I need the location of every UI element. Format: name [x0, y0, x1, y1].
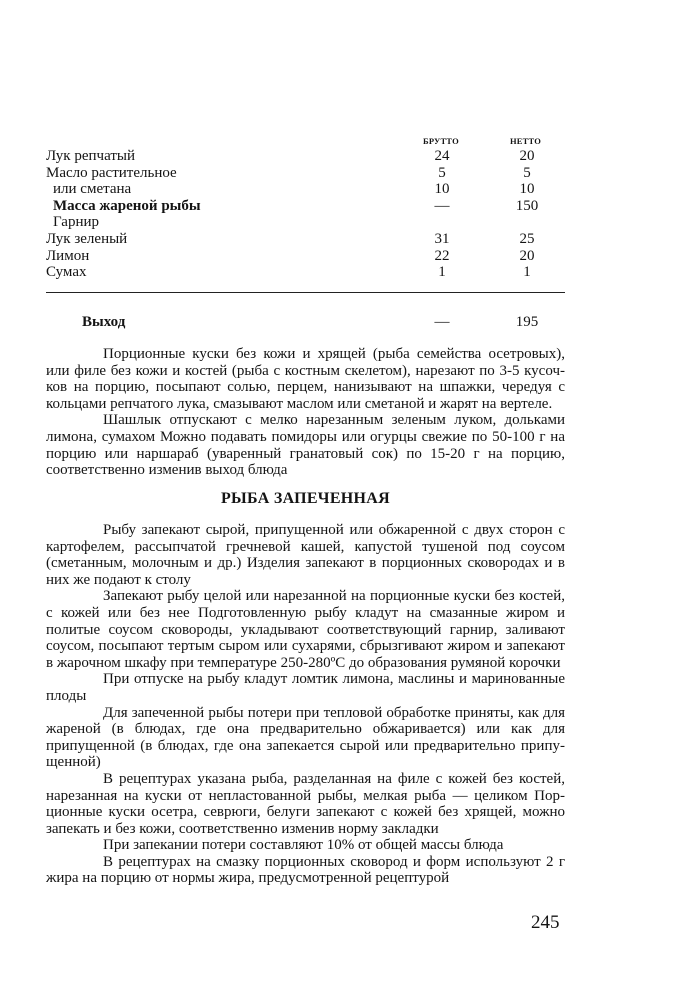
shashlik-description: [46, 346, 565, 479]
paragraph: Для запеченной рыбы потери при тепловой обработке приняты, как для жареной (в блюдах, где она предварительно обжаривается) или как для припущенной (в блюдах, где она запекается сырой или предварительно припущенной): [46, 704, 565, 771]
ingredient-name: Масло растительное: [46, 164, 177, 181]
paragraph: Рыбу запекают сырой, припущенной или обжаренной с двух сторон с картофелем, рассыпчатой гречневой кашей, капустой тушеной под соусом (сметанным, молочным и др.) Изделия запекают в порционных сковородах и в них же подают к столу: [46, 522, 565, 588]
brutto-value: 1: [438, 264, 446, 281]
ingredient-name: Лук зеленый: [46, 230, 128, 247]
netto-value: 20: [519, 247, 535, 264]
recipe-table: [46, 136, 566, 281]
table-total-row: [46, 313, 566, 331]
brutto-value: 24: [434, 148, 450, 164]
ingredient-name: Масса жареной рыбы: [53, 197, 201, 214]
paragraph: В рецептурах на смазку порционных сковород и форм используют 2 г жира на порцию от нормы жира, предусмотренной рецептурой: [46, 853, 565, 887]
ingredient-name: или сметана: [53, 181, 132, 198]
paragraph: При запекании потери составляют 10% от общей массы блюда: [103, 837, 504, 854]
netto-value: 150: [515, 197, 539, 214]
table-row: [46, 148, 566, 165]
paragraph: Запекают рыбу целой или нарезанной на порционные куски без костей, с кожей или без нее Подготовленную рыбу кладут на смазанные жиром и политые соусом сковороды, укладывают соответствующий гарнир, заливают соусом, посыпают тертым сыром или сухарями, сбрызгивают жиром и запекают в жарочном шкафу при температуре 250-280ºС до образования румяной корочки: [46, 588, 565, 671]
table-header: [46, 136, 566, 148]
table-row: [46, 214, 566, 231]
netto-value: 1: [523, 264, 531, 281]
table-row: [46, 264, 566, 281]
total-netto-value: 195: [515, 314, 539, 330]
section-heading: РЫБА ЗАПЕЧЕННАЯ: [220, 490, 391, 507]
table-row: [46, 231, 566, 248]
column-header-brutto: БРУТТО: [423, 136, 459, 146]
baked-fish-description: [46, 522, 565, 887]
paragraph: В рецептурах указана рыба, разделанная на филе с кожей без костей, нарезанная на куски от непластованной рыбы, мелкая рыба — целиком Порционные куски осетра, севрюги, белуги запекают с кожей без хрящей, можно запекать и без кожи, соответственно изменив норму закладки: [46, 770, 565, 837]
brutto-value: 22: [434, 247, 450, 264]
ingredient-name: Сумах: [46, 264, 87, 281]
ingredient-name: Лимон: [46, 247, 90, 264]
paragraph: Шашлык отпускают с мелко нарезанным зеленым луком, дольками лимона, сумахом Можно подавать помидоры или огурцы свежие по 50-100 г на порцию или наршараб (уваренный гранатовый сок) по 15-20 г на порцию, соответственно изменив выход блюда: [46, 412, 565, 479]
brutto-value: 31: [434, 230, 450, 247]
table-row: [46, 198, 566, 215]
netto-value: 5: [523, 164, 531, 181]
paragraph: Порционные куски без кожи и хрящей (рыба семейства осетровых), или филе без кожи и костей (рыба с костным скелетом), нарезают по 3-5 кусочков на порцию, посыпают солью, перцем, нанизывают на шпажки, чередуя с кольцами репчатого лука, смазывают маслом или сметаной и жарят на вертеле.: [46, 346, 565, 412]
ingredient-name: Гарнир: [53, 214, 100, 231]
column-header-netto: НЕТТО: [510, 136, 542, 146]
total-brutto-value: —: [434, 314, 450, 330]
netto-value: 25: [519, 230, 535, 247]
brutto-value: 10: [434, 181, 450, 198]
page-number: 245: [531, 912, 560, 933]
brutto-value: —: [434, 197, 450, 214]
paragraph: При отпуске на рыбу кладут ломтик лимона, маслины и маринованные плоды: [46, 671, 565, 704]
table-row: [46, 248, 566, 265]
netto-value: 20: [519, 148, 535, 164]
ingredient-name: Лук репчатый: [46, 148, 135, 164]
netto-value: 10: [519, 181, 535, 198]
table-row: [46, 181, 566, 198]
brutto-value: 5: [438, 164, 446, 181]
table-row: [46, 165, 566, 182]
table-divider: [46, 292, 565, 293]
total-label: Выход: [82, 314, 126, 330]
